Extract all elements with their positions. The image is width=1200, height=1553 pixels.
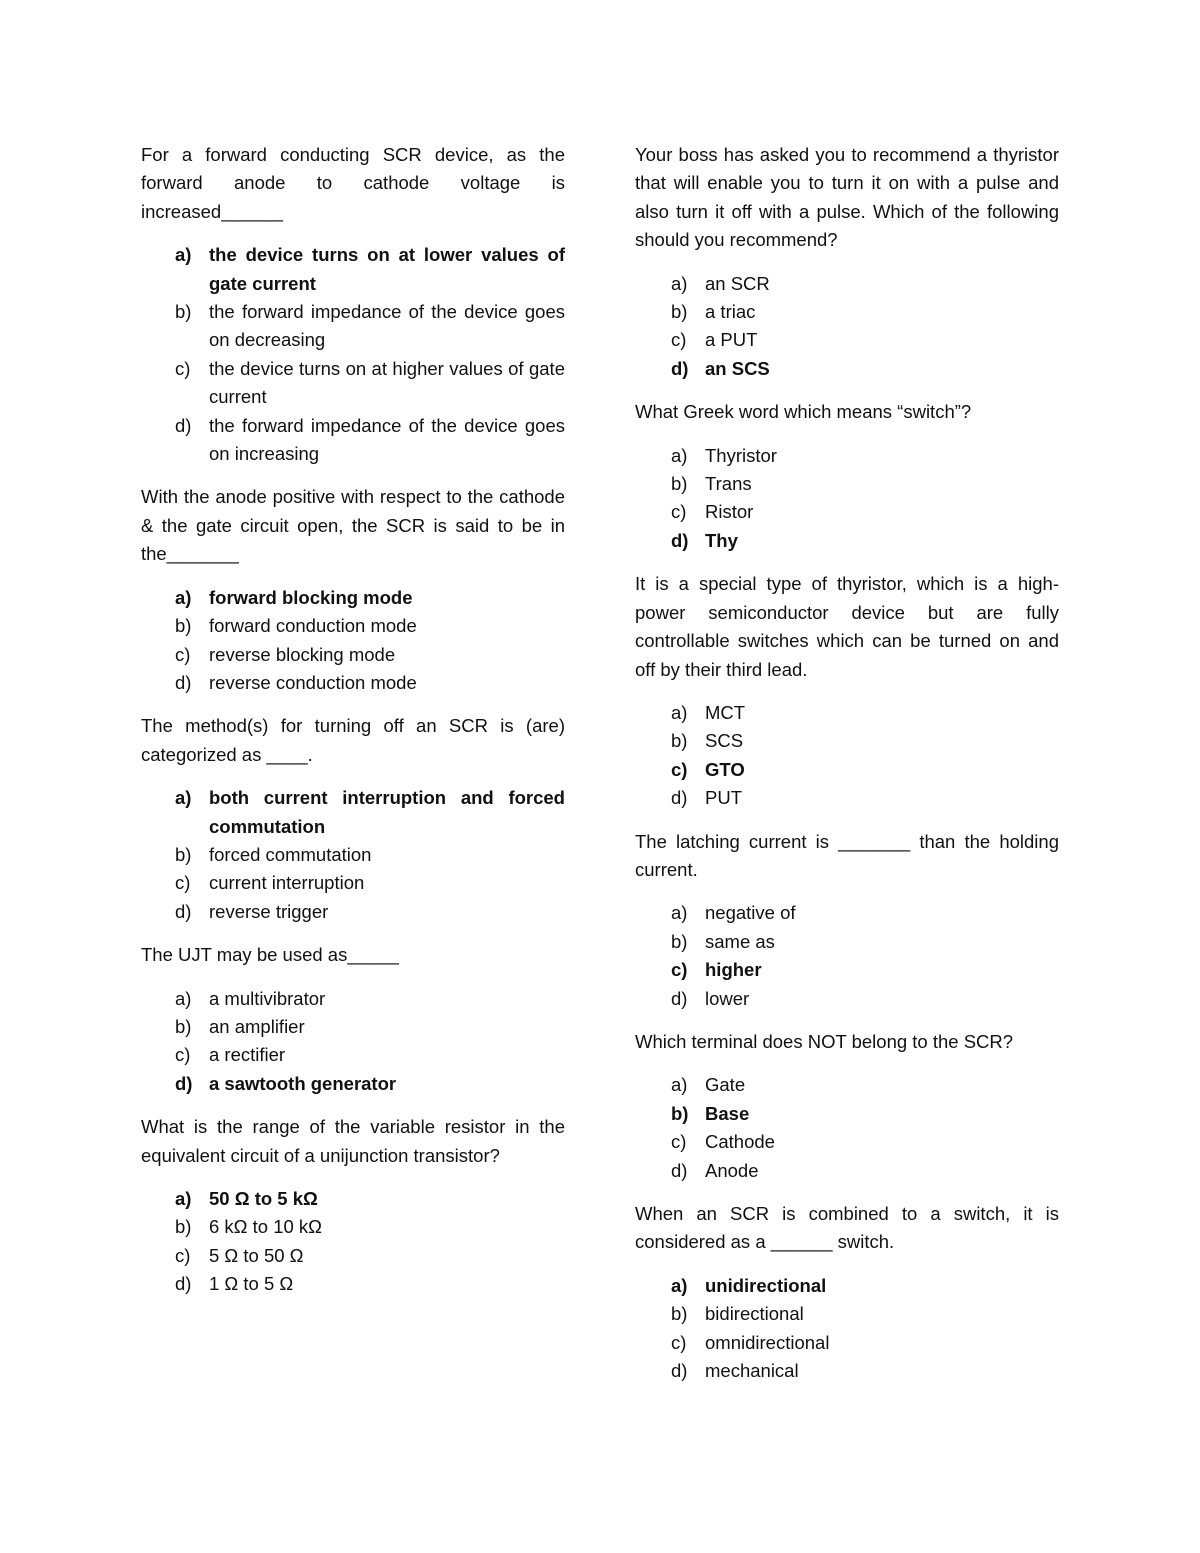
choice-text: higher [705,959,762,981]
choice-letter: d) [175,900,192,922]
choice-text: a multivibrator [209,987,326,1009]
choice-item [635,326,1059,354]
question-block [141,141,565,468]
question-text: It is a special type of thyristor, which is a high-power semiconductor device but are fully controllable switches which can be turned on and off by their third lead. [635,573,1059,680]
choice-text: reverse trigger [209,900,329,922]
choice-text: an amplifier [209,1015,305,1037]
choice-item [141,1013,565,1041]
choice-letter: a) [175,586,192,608]
choice-letter: a) [671,444,688,466]
choice-item [635,699,1059,727]
choice-text: a rectifier [209,1044,286,1066]
choice-text: an SCS [705,357,770,379]
choice-item [141,612,565,640]
choice-item [635,1272,1059,1300]
choice-letter: d) [671,1360,688,1382]
choice-item [635,470,1059,498]
choice-item [635,1357,1059,1385]
choice-item [635,956,1059,984]
question-text: The latching current is _______ than the holding current. [635,830,1059,880]
left-column [141,141,565,1314]
question-text: What is the range of the variable resistor in the equivalent circuit of a unijunction transistor? [141,1116,565,1166]
choice-item [635,527,1059,555]
choice-letter: c) [671,1331,687,1353]
choice-text: current interruption [209,872,365,894]
choice-letter: b) [671,730,688,752]
choice-text: Thyristor [705,444,777,466]
choice-letter: b) [175,615,192,637]
choice-text: bidirectional [705,1303,804,1325]
choice-text: MCT [705,701,746,723]
choice-item [141,1070,565,1098]
choice-text: SCS [705,730,744,752]
choice-letter: b) [175,1015,192,1037]
choice-item [141,1242,565,1270]
choice-letter: d) [671,787,688,809]
choice-item [141,784,565,841]
choice-item [141,1041,565,1069]
question-text: Which terminal does NOT belong to the SCR? [635,1030,1014,1052]
choice-text: PUT [705,787,742,809]
choice-list [635,899,1059,1013]
choice-item [635,1300,1059,1328]
choice-item [635,727,1059,755]
choice-letter: a) [175,787,192,809]
choice-letter: a) [671,701,688,723]
choice-item [635,1128,1059,1156]
choice-item [635,1157,1059,1185]
choice-item [141,985,565,1013]
choice-text: GTO [705,758,745,780]
choice-list [141,784,565,926]
choice-letter: d) [175,1072,193,1094]
choice-item [635,928,1059,956]
question-text: With the anode positive with respect to the cathode & the gate circuit open, the SCR is said to be in the_______ [141,486,565,565]
choice-letter: c) [175,872,191,894]
question-block [635,1200,1059,1385]
question-text: The UJT may be used as_____ [141,944,399,966]
choice-list [635,1071,1059,1185]
question-block [141,483,565,697]
choice-letter: b) [175,301,192,323]
choice-item [141,869,565,897]
choice-text: reverse blocking mode [209,643,396,665]
choice-text: a PUT [705,329,758,351]
choice-text: the device turns on at lower values of gate current [209,244,565,294]
question-block [141,941,565,1098]
choice-letter: b) [671,1303,688,1325]
question-text: When an SCR is combined to a switch, it is considered as a ______ switch. [635,1203,1059,1253]
choice-letter: a) [671,272,688,294]
choice-item [635,1329,1059,1357]
choice-letter: c) [671,959,688,981]
choice-item [635,355,1059,383]
choice-item [635,298,1059,326]
choice-text: forced commutation [209,843,372,865]
choice-text: omnidirectional [705,1331,830,1353]
choice-letter: a) [671,1074,688,1096]
choice-text: an SCR [705,272,770,294]
choice-item [141,898,565,926]
choice-letter: d) [175,671,192,693]
choice-letter: d) [671,357,689,379]
choice-text: the forward impedance of the device goes on increasing [209,414,565,465]
question-text: For a forward conducting SCR device, as the forward anode to cathode voltage is increased______ [141,144,565,222]
choice-item [635,756,1059,784]
choice-item [635,784,1059,812]
choice-text: both current interruption and forced commutation [209,787,565,837]
question-text: What Greek word which means “switch”? [635,401,972,423]
choice-list [635,699,1059,813]
choice-letter: c) [671,1131,687,1153]
choice-letter: a) [175,987,192,1009]
choice-text: Thy [705,529,738,551]
choice-letter: d) [175,1273,192,1295]
choice-letter: d) [175,414,192,436]
choice-item [141,412,565,469]
choice-list [141,985,565,1099]
choice-letter: c) [671,758,688,780]
choice-letter: c) [175,357,191,379]
choice-list [141,241,565,468]
choice-letter: a) [175,244,192,266]
choice-item [141,841,565,869]
choice-list [635,1272,1059,1386]
question-block [141,712,565,926]
choice-list [635,270,1059,384]
choice-item [141,241,565,298]
choice-item [635,270,1059,298]
choice-letter: a) [175,1188,192,1209]
question-block [141,1113,565,1298]
choice-letter: c) [175,1244,191,1266]
question-text: The method(s) for turning off an SCR is (are) categorized as ____. [141,715,565,765]
choice-letter: d) [671,987,688,1009]
choice-letter: b) [671,301,688,323]
question-block [635,570,1059,812]
choice-letter: b) [671,930,688,952]
choice-text: 1 Ω to 5 Ω [209,1273,294,1295]
choice-text: negative of [705,902,796,924]
choice-text: 50 Ω to 5 kΩ [209,1188,318,1209]
choice-text: forward blocking mode [209,586,413,608]
question-block [635,398,1059,555]
choice-text: 6 kΩ to 10 kΩ [209,1216,323,1238]
choice-letter: d) [671,1159,688,1181]
choice-item [141,669,565,697]
question-block [635,828,1059,1013]
choice-text: reverse conduction mode [209,671,417,693]
choice-text: Trans [705,473,752,495]
choice-letter: c) [671,501,687,523]
choice-text: Anode [705,1159,759,1181]
choice-list [141,584,565,698]
choice-text: Base [705,1102,750,1124]
choice-letter: b) [175,843,192,865]
choice-text: unidirectional [705,1274,827,1296]
question-block [635,141,1059,383]
choice-item [141,298,565,355]
choice-item [635,442,1059,470]
choice-letter: c) [671,329,687,351]
right-column [635,141,1059,1400]
choice-text: lower [705,987,750,1009]
choice-text: a sawtooth generator [209,1072,397,1094]
choice-letter: c) [175,643,191,665]
choice-letter: a) [671,1274,688,1296]
choice-letter: a) [671,902,688,924]
choice-item [141,584,565,612]
choice-text: the forward impedance of the device goes on decreasing [209,301,565,351]
choice-letter: b) [671,473,688,495]
choice-text: Ristor [705,501,754,523]
choice-text: 5 Ω to 50 Ω [209,1244,304,1266]
choice-text: the device turns on at higher values of gate current [209,357,565,408]
choice-text: mechanical [705,1360,799,1382]
question-block [635,1028,1059,1185]
choice-list [141,1185,565,1299]
choice-list [635,442,1059,556]
choice-item [635,899,1059,927]
choice-letter: c) [175,1044,191,1066]
choice-text: a triac [705,301,756,323]
choice-text: forward conduction mode [209,615,417,637]
choice-item [635,498,1059,526]
choice-text: Cathode [705,1131,775,1153]
choice-item [635,1100,1059,1128]
choice-item [141,1270,565,1298]
choice-letter: b) [175,1216,192,1238]
choice-letter: d) [671,529,689,551]
choice-item [141,355,565,412]
choice-item [141,641,565,669]
choice-text: same as [705,930,775,952]
question-text: Your boss has asked you to recommend a thyristor that will enable you to turn it on with a pulse and also turn it off with a pulse. Which of the following should you recommend? [635,144,1059,251]
choice-text: Gate [705,1074,746,1096]
choice-item [141,1213,565,1241]
choice-item [141,1185,565,1213]
choice-item [635,985,1059,1013]
choice-letter: b) [671,1102,689,1124]
choice-item [635,1071,1059,1099]
